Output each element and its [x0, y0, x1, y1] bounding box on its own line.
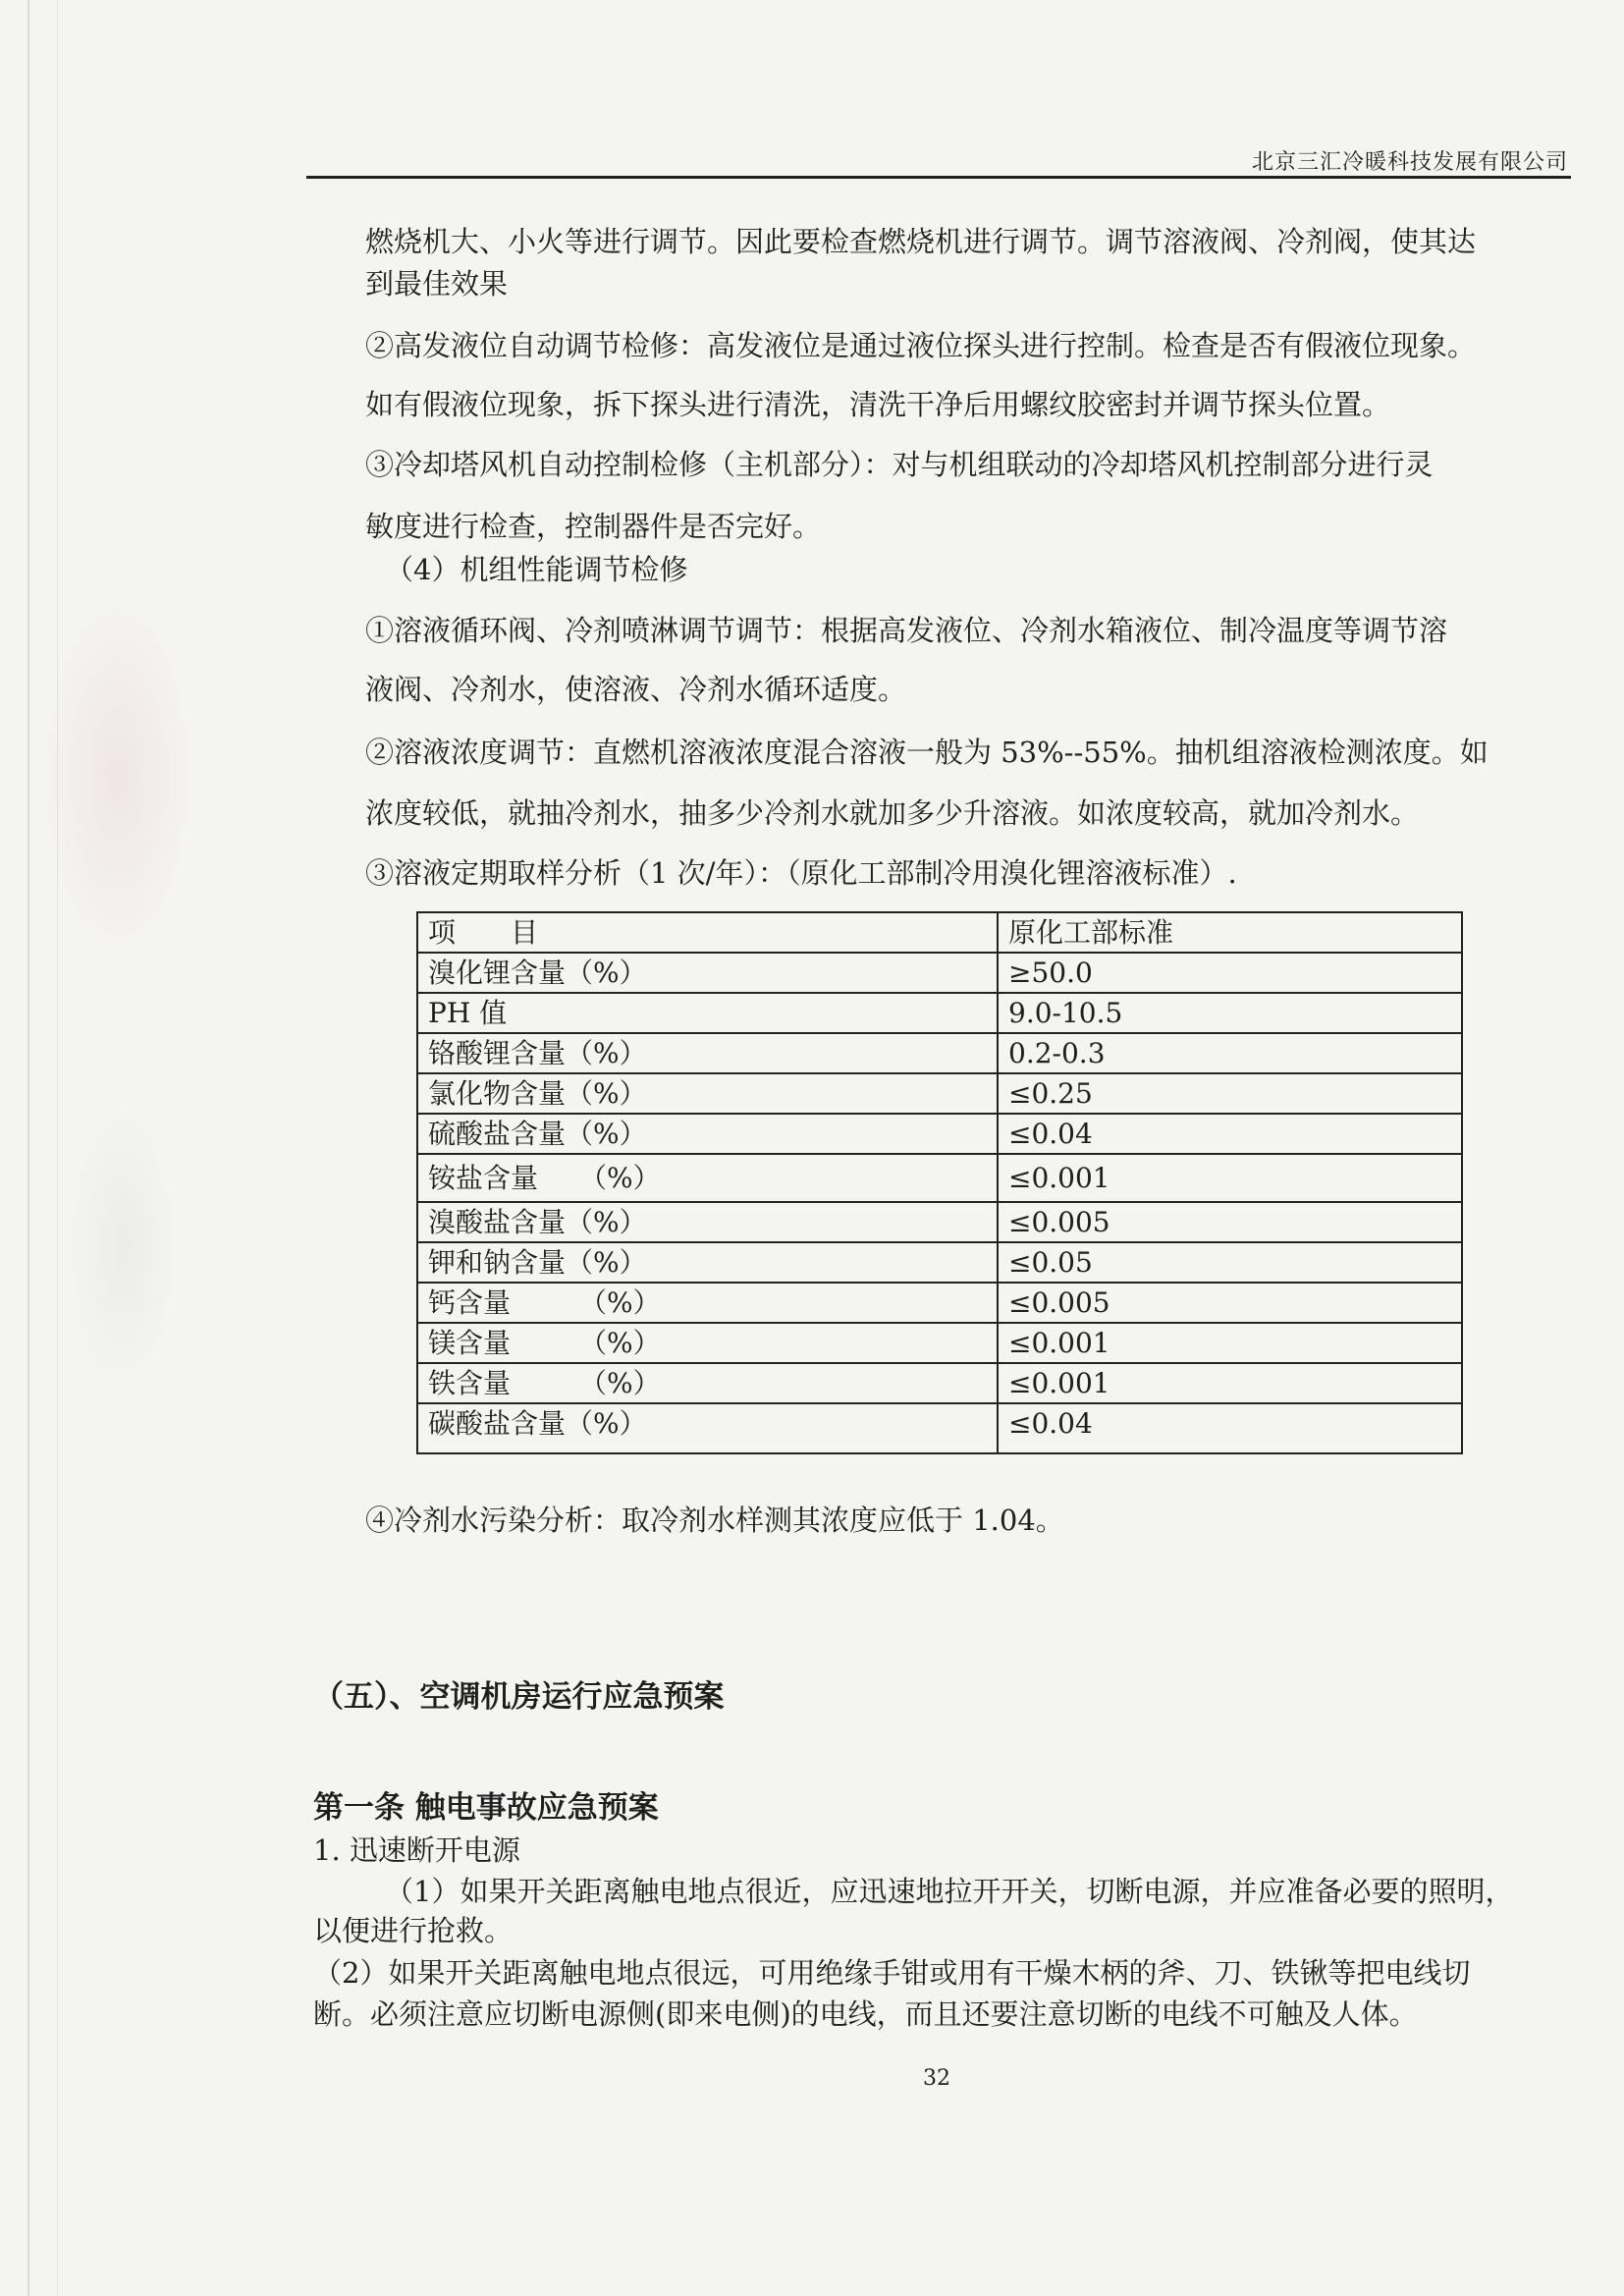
table-row [417, 1202, 1462, 1242]
table-header-cell: 原化工部标准 [998, 912, 1462, 953]
paragraph-line: ③冷却塔风机自动控制检修（主机部分）：对与机组联动的冷却塔风机控制部分进行灵 [365, 448, 1434, 481]
paragraph-line: （1）如果开关距离触电地点很近，应迅速地拉开开关，切断电源，并应准备必要的照明， [385, 1875, 1514, 1908]
article-title: 第一条 触电事故应急预案 [313, 1790, 659, 1826]
page-number: 32 [923, 2066, 950, 2091]
standard-cell: ≤0.04 [998, 1403, 1462, 1453]
paragraph-line: 断。必须注意应切断电源侧(即来电侧)的电线，而且还要注意切断的电线不可触及人体。 [313, 1997, 1418, 2031]
list-item: 1. 迅速断开电源 [313, 1833, 520, 1867]
section-heading: （4）机组性能调节检修 [385, 553, 688, 586]
item-cell: PH 值 [417, 993, 998, 1033]
standard-cell: ≥50.0 [998, 953, 1462, 993]
standard-cell: 0.2-0.3 [998, 1033, 1462, 1073]
header-rule [306, 176, 1571, 179]
item-cell: 碳酸盐含量（%） [417, 1403, 998, 1453]
item-cell: 硫酸盐含量（%） [417, 1114, 998, 1154]
item-cell: 铵盐含量 （%） [417, 1154, 998, 1202]
item-cell: 镁含量 （%） [417, 1323, 998, 1363]
item-cell: 铁含量 （%） [417, 1363, 998, 1403]
item-cell: 氯化物含量（%） [417, 1073, 998, 1114]
table-row [417, 1323, 1462, 1363]
table-row [417, 1154, 1462, 1202]
item-cell: 铬酸锂含量（%） [417, 1033, 998, 1073]
header-company: 北京三汇冷暖科技发展有限公司 [1251, 150, 1568, 175]
table-row [417, 1242, 1462, 1283]
table-row [417, 1403, 1462, 1453]
standard-cell: ≤0.25 [998, 1073, 1462, 1114]
lithium-bromide-standard-table [416, 911, 1463, 1454]
paragraph-line: ②高发液位自动调节检修：高发液位是通过液位探头进行控制。检查是否有假液位现象。 [365, 329, 1477, 362]
paragraph-line: 浓度较低，就抽冷剂水，抽多少冷剂水就加多少升溶液。如浓度较高，就加冷剂水。 [365, 796, 1420, 830]
paragraph-line: ③溶液定期取样分析（1 次/年）：（原化工部制冷用溴化锂溶液标准）. [365, 856, 1237, 890]
paragraph-line: 液阀、冷剂水，使溶液、冷剂水循环适度。 [365, 673, 907, 706]
standard-cell: ≤0.04 [998, 1114, 1462, 1154]
paragraph-line: ④冷剂水污染分析：取冷剂水样测其浓度应低于 1.04。 [365, 1503, 1064, 1537]
standard-cell: ≤0.001 [998, 1154, 1462, 1202]
paragraph-line: （2）如果开关距离触电地点很远，可用绝缘手钳或用有干燥木柄的斧、刀、铁锹等把电线切 [313, 1956, 1471, 1990]
paragraph-line: 到最佳效果 [365, 267, 509, 301]
item-cell: 溴化锂含量（%） [417, 953, 998, 993]
table-row [417, 953, 1462, 993]
paragraph-line: ①溶液循环阀、冷剂喷淋调节调节：根据高发液位、冷剂水箱液位、制冷温度等调节溶 [365, 614, 1448, 647]
binding-edge-inner [57, 0, 58, 2296]
paragraph-line: 敏度进行检查，控制器件是否完好。 [365, 510, 822, 543]
table-row [417, 1363, 1462, 1403]
standard-cell: ≤0.001 [998, 1323, 1462, 1363]
standard-cell: ≤0.005 [998, 1202, 1462, 1242]
table-row [417, 1283, 1462, 1323]
paragraph-line: 以便进行抢救。 [313, 1914, 514, 1947]
standard-cell: ≤0.001 [998, 1363, 1462, 1403]
standard-cell: ≤0.05 [998, 1242, 1462, 1283]
binding-edge [27, 0, 29, 2296]
paragraph-line: 如有假液位现象，拆下探头进行清洗，清洗干净后用螺纹胶密封并调节探头位置。 [365, 388, 1391, 421]
item-cell: 钙含量 （%） [417, 1283, 998, 1323]
table-row [417, 1073, 1462, 1114]
item-cell: 溴酸盐含量（%） [417, 1202, 998, 1242]
table-row [417, 1033, 1462, 1073]
paragraph-line: 燃烧机大、小火等进行调节。因此要检查燃烧机进行调节。调节溶液阀、冷剂阀，使其达 [365, 225, 1477, 258]
table-header-cell: 项 目 [417, 912, 998, 953]
table-row [417, 1114, 1462, 1154]
faded-mark [69, 1100, 177, 1394]
table-header-row [417, 912, 1462, 953]
standard-cell: 9.0-10.5 [998, 993, 1462, 1033]
table-row [417, 993, 1462, 1033]
item-cell: 钾和钠含量（%） [417, 1242, 998, 1283]
standard-cell: ≤0.005 [998, 1283, 1462, 1323]
section-heading: （五）、空调机房运行应急预案 [313, 1679, 725, 1715]
paragraph-line: ②溶液浓度调节：直燃机溶液浓度混合溶液一般为 53%--55%。抽机组溶液检测浓度。如 [365, 736, 1489, 769]
faded-stamp [44, 599, 191, 953]
